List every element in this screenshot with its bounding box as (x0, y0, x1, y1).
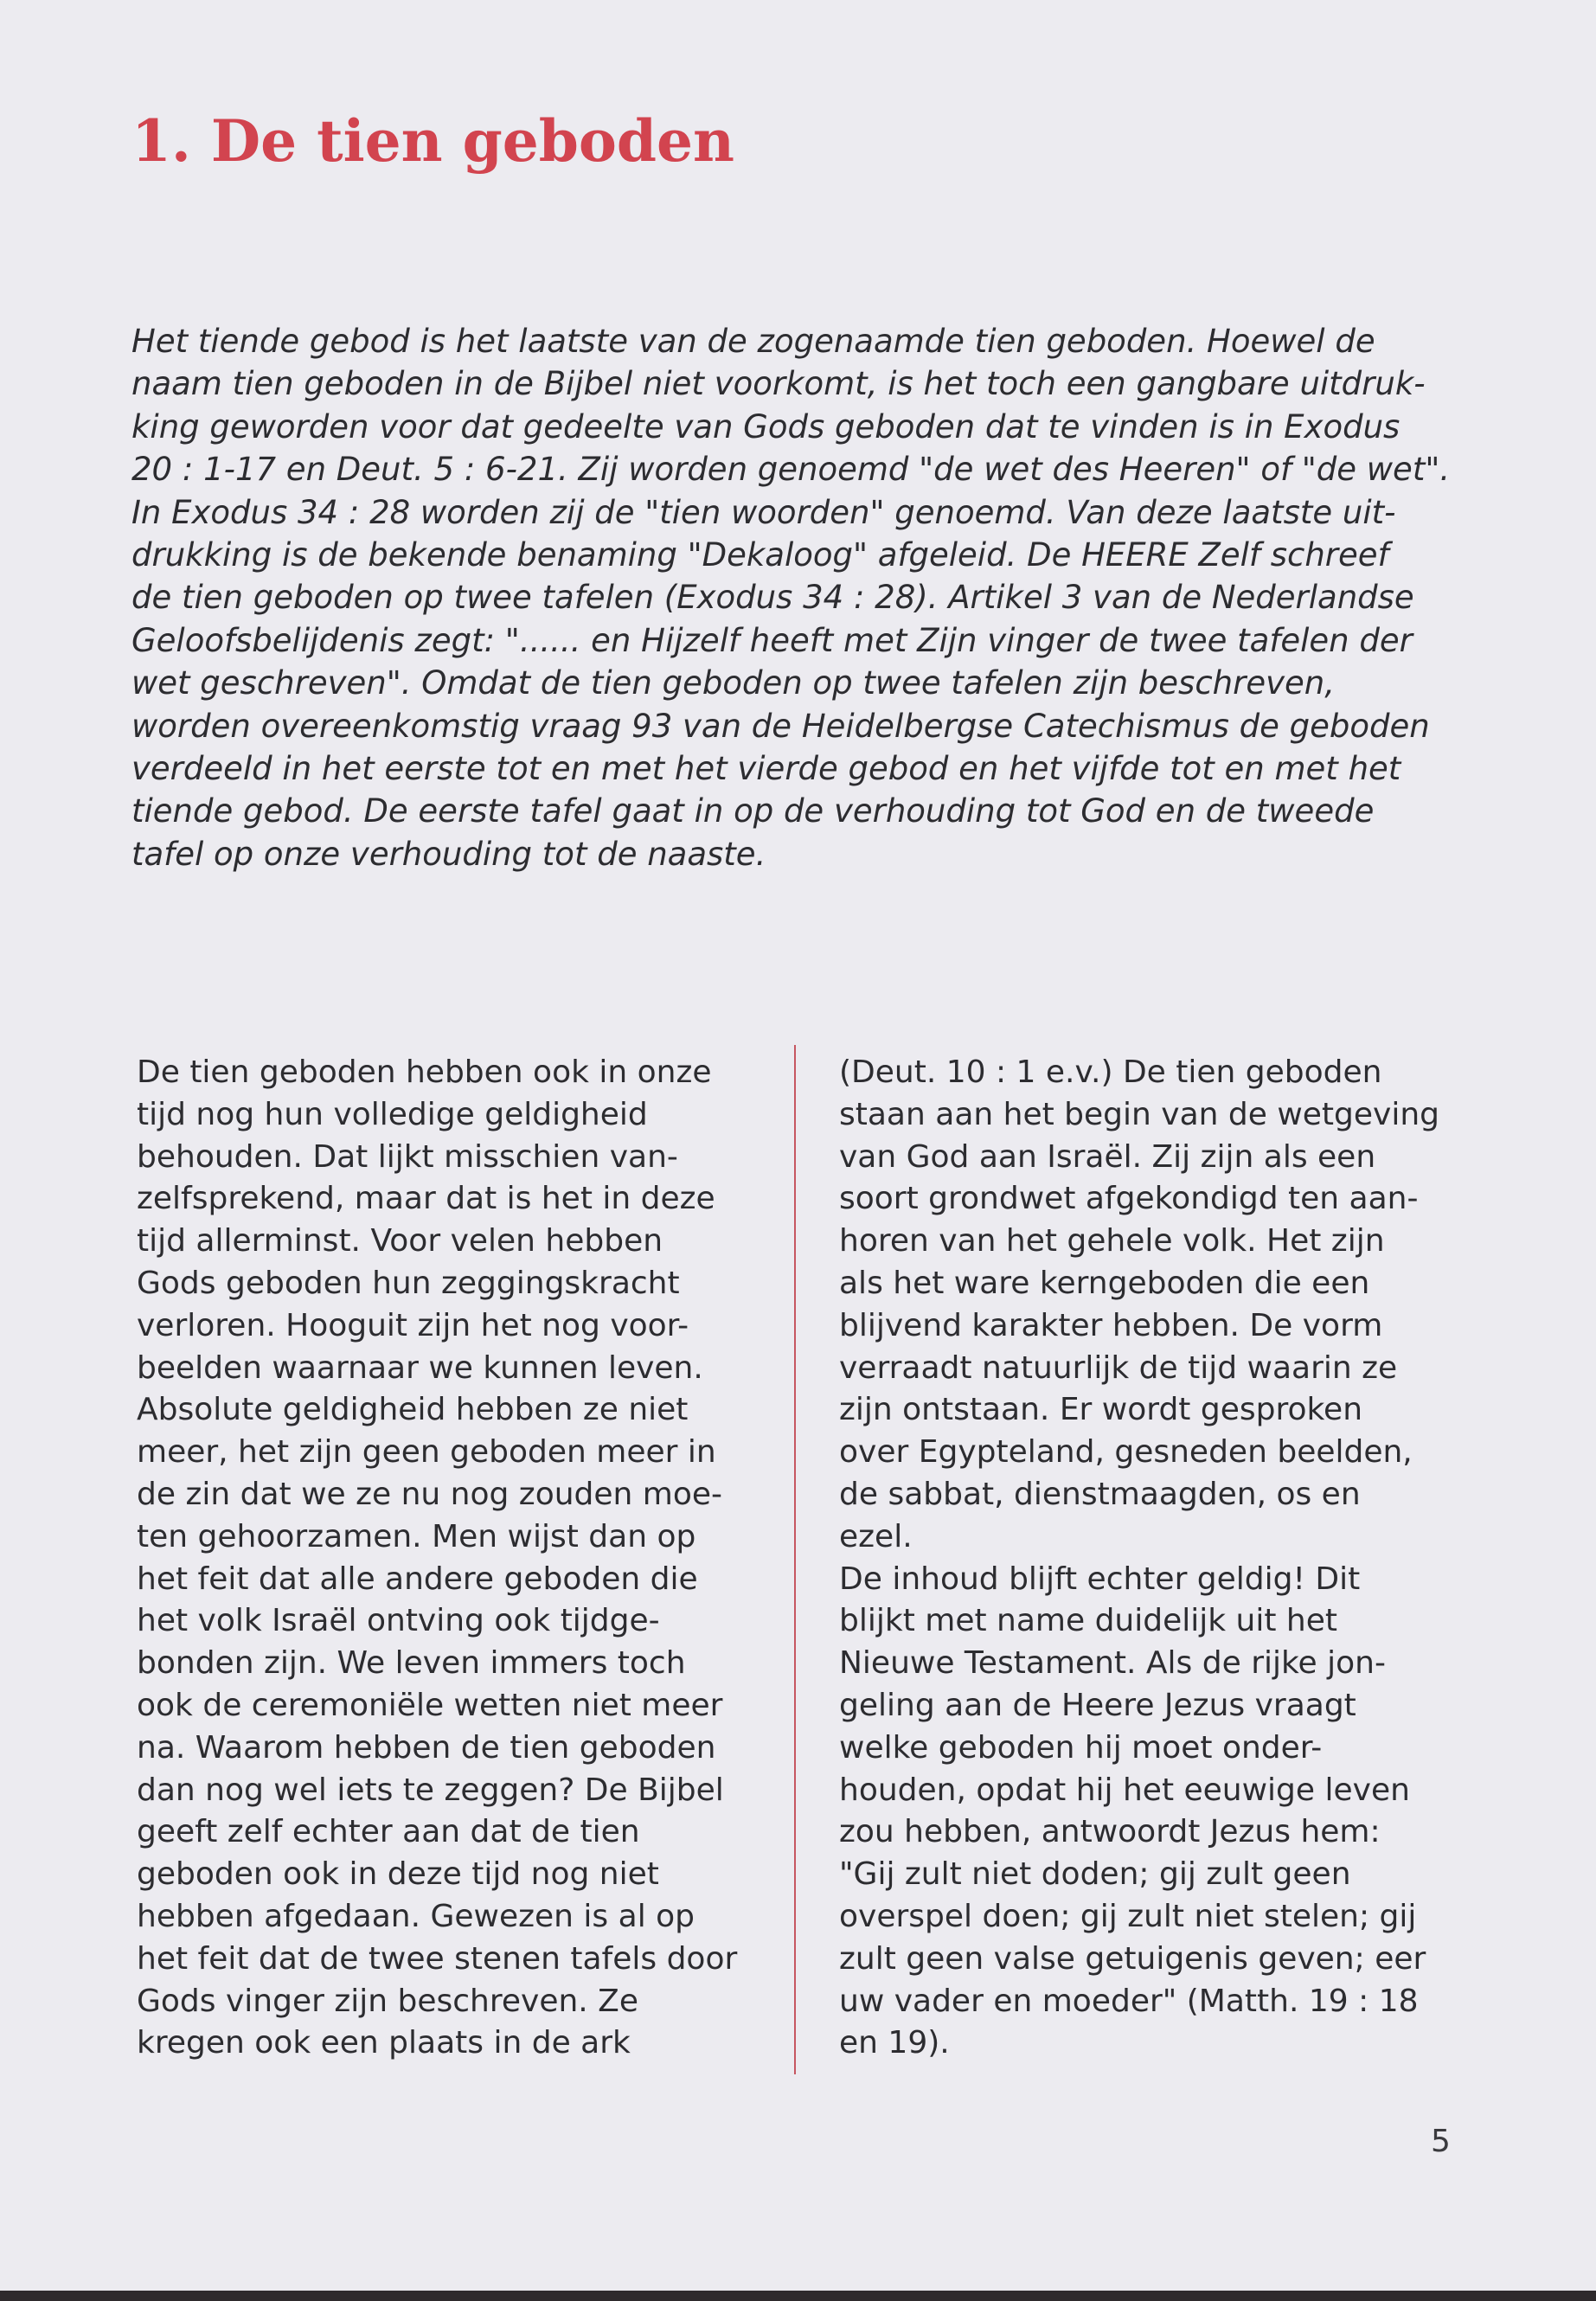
chapter-title: 1. De tien geboden (131, 107, 735, 175)
body-line: Absolute geldigheid hebben ze niet (137, 1392, 689, 1428)
intro-line: 20 : 1-17 en Deut. 5 : 6-21. Zij worden genoemd "de wet des Heeren" of "de wet". (131, 451, 1451, 489)
intro-line: naam tien geboden in de Bijbel niet voorkomt, is het toch een gangbare uitdruk- (131, 365, 1426, 403)
body-line: de sabbat, dienstmaagden, os en (839, 1476, 1361, 1512)
body-line: verraadt natuurlijk de tijd waarin ze (839, 1349, 1398, 1386)
body-line: Nieuwe Testament. Als de rijke jon- (839, 1645, 1386, 1682)
body-line: uw vader en moeder" (Matth. 19 : 18 (839, 1983, 1419, 2019)
intro-line: de tien geboden op twee tafelen (Exodus 34 : 28). Artikel 3 van de Nederlandse (131, 579, 1414, 617)
intro-line: Geloofsbelijdenis zegt: "...... en Hijzelf heeft met Zijn vinger de twee tafelen der (131, 621, 1413, 659)
body-line: zijn ontstaan. Er wordt gesproken (839, 1392, 1363, 1428)
body-line: na. Waarom hebben de tien geboden (137, 1729, 716, 1766)
scan-bottom-edge (0, 2291, 1596, 2301)
intro-line: drukking is de bekende benaming "Dekaloog" afgeleid. De HEERE Zelf schreef (131, 536, 1389, 574)
body-line: De inhoud blijft echter geldig! Dit (839, 1561, 1361, 1597)
body-line: behouden. Dat lijkt misschien van- (137, 1138, 678, 1175)
body-line: het feit dat de twee stenen tafels door (137, 1940, 738, 1977)
intro-line: worden overeenkomstig vraag 93 van de Heidelbergse Catechismus de geboden (131, 707, 1430, 745)
body-line: ezel. (839, 1518, 913, 1554)
intro-line: king geworden voor dat gedeelte van Gods geboden dat te vinden is in Exodus (131, 407, 1401, 445)
body-line: dan nog wel iets te zeggen? De Bijbel (137, 1772, 724, 1808)
body-line: Gods geboden hun zeggingskracht (137, 1265, 680, 1301)
body-line: welke geboden hij moet onder- (839, 1729, 1323, 1766)
body-line: beelden waarnaar we kunnen leven. (137, 1349, 703, 1386)
body-line: de zin dat we ze nu nog zouden moe- (137, 1476, 723, 1512)
body-line: zult geen valse getuigenis geven; eer (839, 1940, 1426, 1977)
body-line: hebben afgedaan. Gewezen is al op (137, 1898, 695, 1934)
intro-line: tafel op onze verhouding tot de naaste. (131, 835, 766, 873)
intro-line: Het tiende gebod is het laatste van de zogenaamde tien geboden. Hoewel de (131, 323, 1375, 360)
body-line: De tien geboden hebben ook in onze (137, 1054, 712, 1090)
body-line: houden, opdat hij het eeuwige leven (839, 1772, 1410, 1808)
body-line: geeft zelf echter aan dat de tien (137, 1814, 640, 1850)
body-line: blijkt met name duidelijk uit het (839, 1603, 1337, 1639)
body-line: tijd nog hun volledige geldigheid (137, 1096, 648, 1132)
intro-paragraph (131, 320, 1481, 875)
body-line: Gods vinger zijn beschreven. Ze (137, 1983, 638, 2019)
body-line: geling aan de Heere Jezus vraagt (839, 1687, 1356, 1723)
column-divider (794, 1045, 796, 2074)
body-line: ook de ceremoniële wetten niet meer (137, 1687, 723, 1723)
body-line: overspel doen; gij zult niet stelen; gij (839, 1898, 1417, 1934)
intro-line: In Exodus 34 : 28 worden zij de "tien woorden" genoemd. Van deze laatste uit- (131, 493, 1396, 531)
body-line: soort grondwet afgekondigd ten aan- (839, 1181, 1419, 1217)
body-line: "Gij zult niet doden; gij zult geen (839, 1856, 1351, 1893)
body-line: verloren. Hooguit zijn het nog voor- (137, 1307, 689, 1343)
intro-line: wet geschreven". Omdat de tien geboden op twee tafelen zijn beschreven, (131, 664, 1335, 702)
body-line: over Egypteland, gesneden beelden, (839, 1434, 1413, 1471)
body-line: geboden ook in deze tijd nog niet (137, 1856, 659, 1893)
body-line: zou hebben, antwoordt Jezus hem: (839, 1814, 1381, 1850)
body-line: meer, het zijn geen geboden meer in (137, 1434, 716, 1471)
body-line: kregen ook een plaats in de ark (137, 2025, 631, 2061)
right-column-text (839, 1052, 1497, 2065)
body-line: het feit dat alle andere geboden die (137, 1561, 698, 1597)
left-column-text (137, 1052, 794, 2065)
intro-line: tiende gebod. De eerste tafel gaat in op de verhouding tot God en de tweede (131, 792, 1375, 830)
body-line: als het ware kerngeboden die een (839, 1265, 1370, 1301)
body-line: horen van het gehele volk. Het zijn (839, 1223, 1385, 1259)
body-line: en 19). (839, 2025, 950, 2061)
body-line: het volk Israël ontving ook tijdge- (137, 1603, 660, 1639)
body-line: blijvend karakter hebben. De vorm (839, 1307, 1383, 1343)
body-line: van God aan Israël. Zij zijn als een (839, 1138, 1376, 1175)
body-line: tijd allerminst. Voor velen hebben (137, 1223, 663, 1259)
body-line: (Deut. 10 : 1 e.v.) De tien geboden (839, 1054, 1382, 1090)
body-line: ten gehoorzamen. Men wijst dan op (137, 1518, 696, 1554)
body-line: zelfsprekend, maar dat is het in deze (137, 1181, 715, 1217)
body-line: bonden zijn. We leven immers toch (137, 1645, 686, 1682)
intro-line: verdeeld in het eerste tot en met het vierde gebod en het vijfde tot en met het (131, 750, 1401, 788)
body-line: staan aan het begin van de wetgeving (839, 1096, 1440, 1132)
page-number: 5 (1431, 2124, 1451, 2159)
